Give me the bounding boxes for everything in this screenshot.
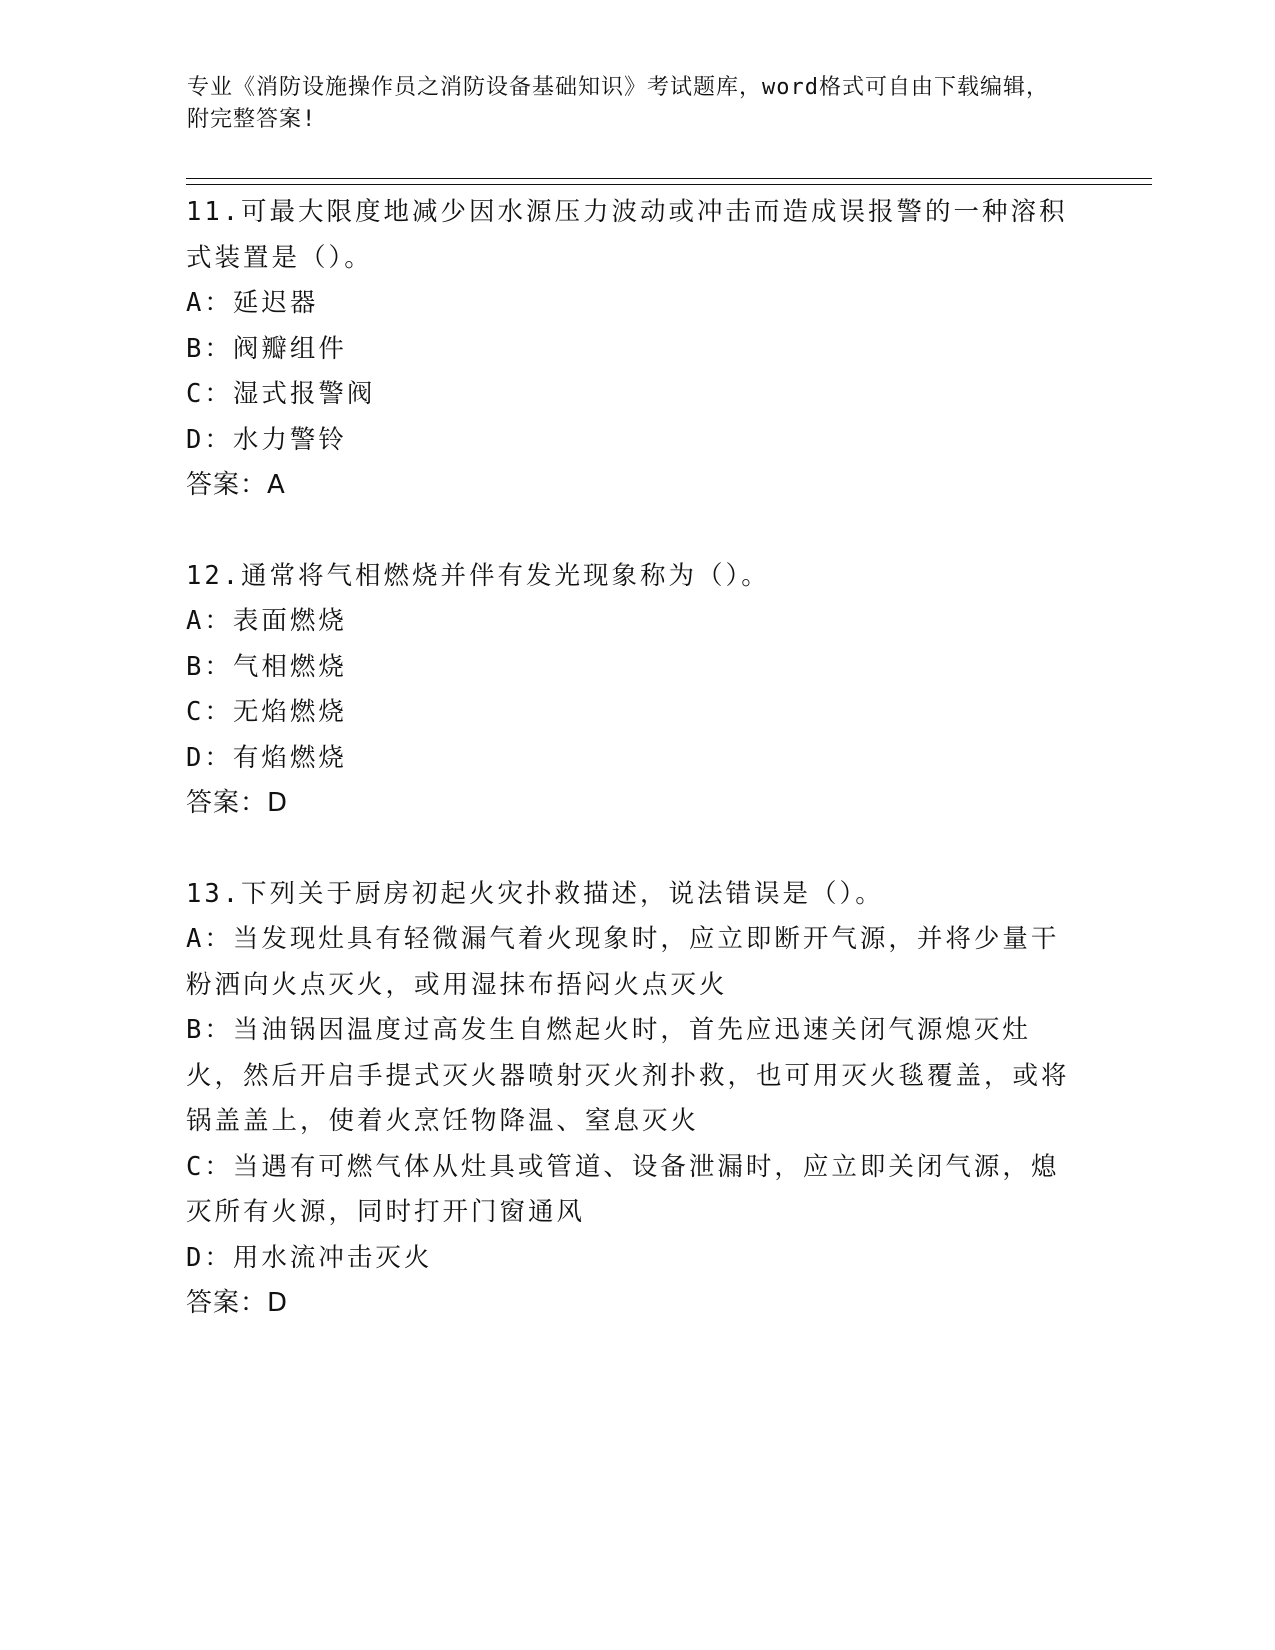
- question-13: [186, 872, 1076, 1327]
- option-a: A：延迟器: [186, 288, 319, 318]
- option-d: D：有焰燃烧: [186, 742, 347, 773]
- question-12: [186, 554, 1076, 827]
- option-d: D：用水流冲击灭火: [186, 1242, 433, 1273]
- option-b: B：阀瓣组件: [186, 333, 347, 364]
- option-b: B：气相燃烧: [186, 651, 347, 682]
- answer: 答案：D: [186, 1288, 289, 1318]
- header-divider-bottom: [186, 184, 1152, 185]
- answer: 答案：A: [186, 470, 286, 500]
- option-d: D：水力警铃: [186, 424, 347, 455]
- question-list: [186, 190, 1076, 1327]
- option-a: A：表面燃烧: [186, 606, 347, 636]
- spacer: [186, 509, 1076, 554]
- question-stem: 13.下列关于厨房初起火灾扑救描述，说法错误是（）。: [186, 878, 884, 909]
- option-b: B：当油锅因温度过高发生自燃起火时，首先应迅速关闭气源熄灭灶火，然后开启手提式灭火器喷射灭火剂扑救，也可用灭火毯覆盖，或将锅盖盖上，使着火烹饪物降温、窒息灭火: [186, 1015, 1070, 1136]
- option-c: C：无焰燃烧: [186, 697, 347, 727]
- option-a: A：当发现灶具有轻微漏气着火现象时，应立即断开气源，并将少量干粉洒向火点灭火，或用湿抹布捂闷火点灭火: [186, 924, 1060, 1000]
- option-c: C：当遇有可燃气体从灶具或管道、设备泄漏时，应立即关闭气源，熄灭所有火源，同时打开门窗通风: [186, 1151, 1060, 1227]
- option-c: C：湿式报警阀: [186, 379, 376, 409]
- document-intro: 专业《消防设施操作员之消防设备基础知识》考试题库，word格式可自由下载编辑，附完整答案!: [187, 75, 1049, 132]
- answer: 答案：D: [186, 788, 289, 818]
- header-divider-top: [186, 178, 1152, 179]
- spacer: [186, 827, 1076, 872]
- question-11: [186, 190, 1076, 509]
- question-stem: 12.通常将气相燃烧并伴有发光现象称为（）。: [186, 560, 770, 591]
- question-stem: 11.可最大限度地减少因水源压力波动或冲击而造成误报警的一种溶积式装置是（）。: [186, 197, 1068, 273]
